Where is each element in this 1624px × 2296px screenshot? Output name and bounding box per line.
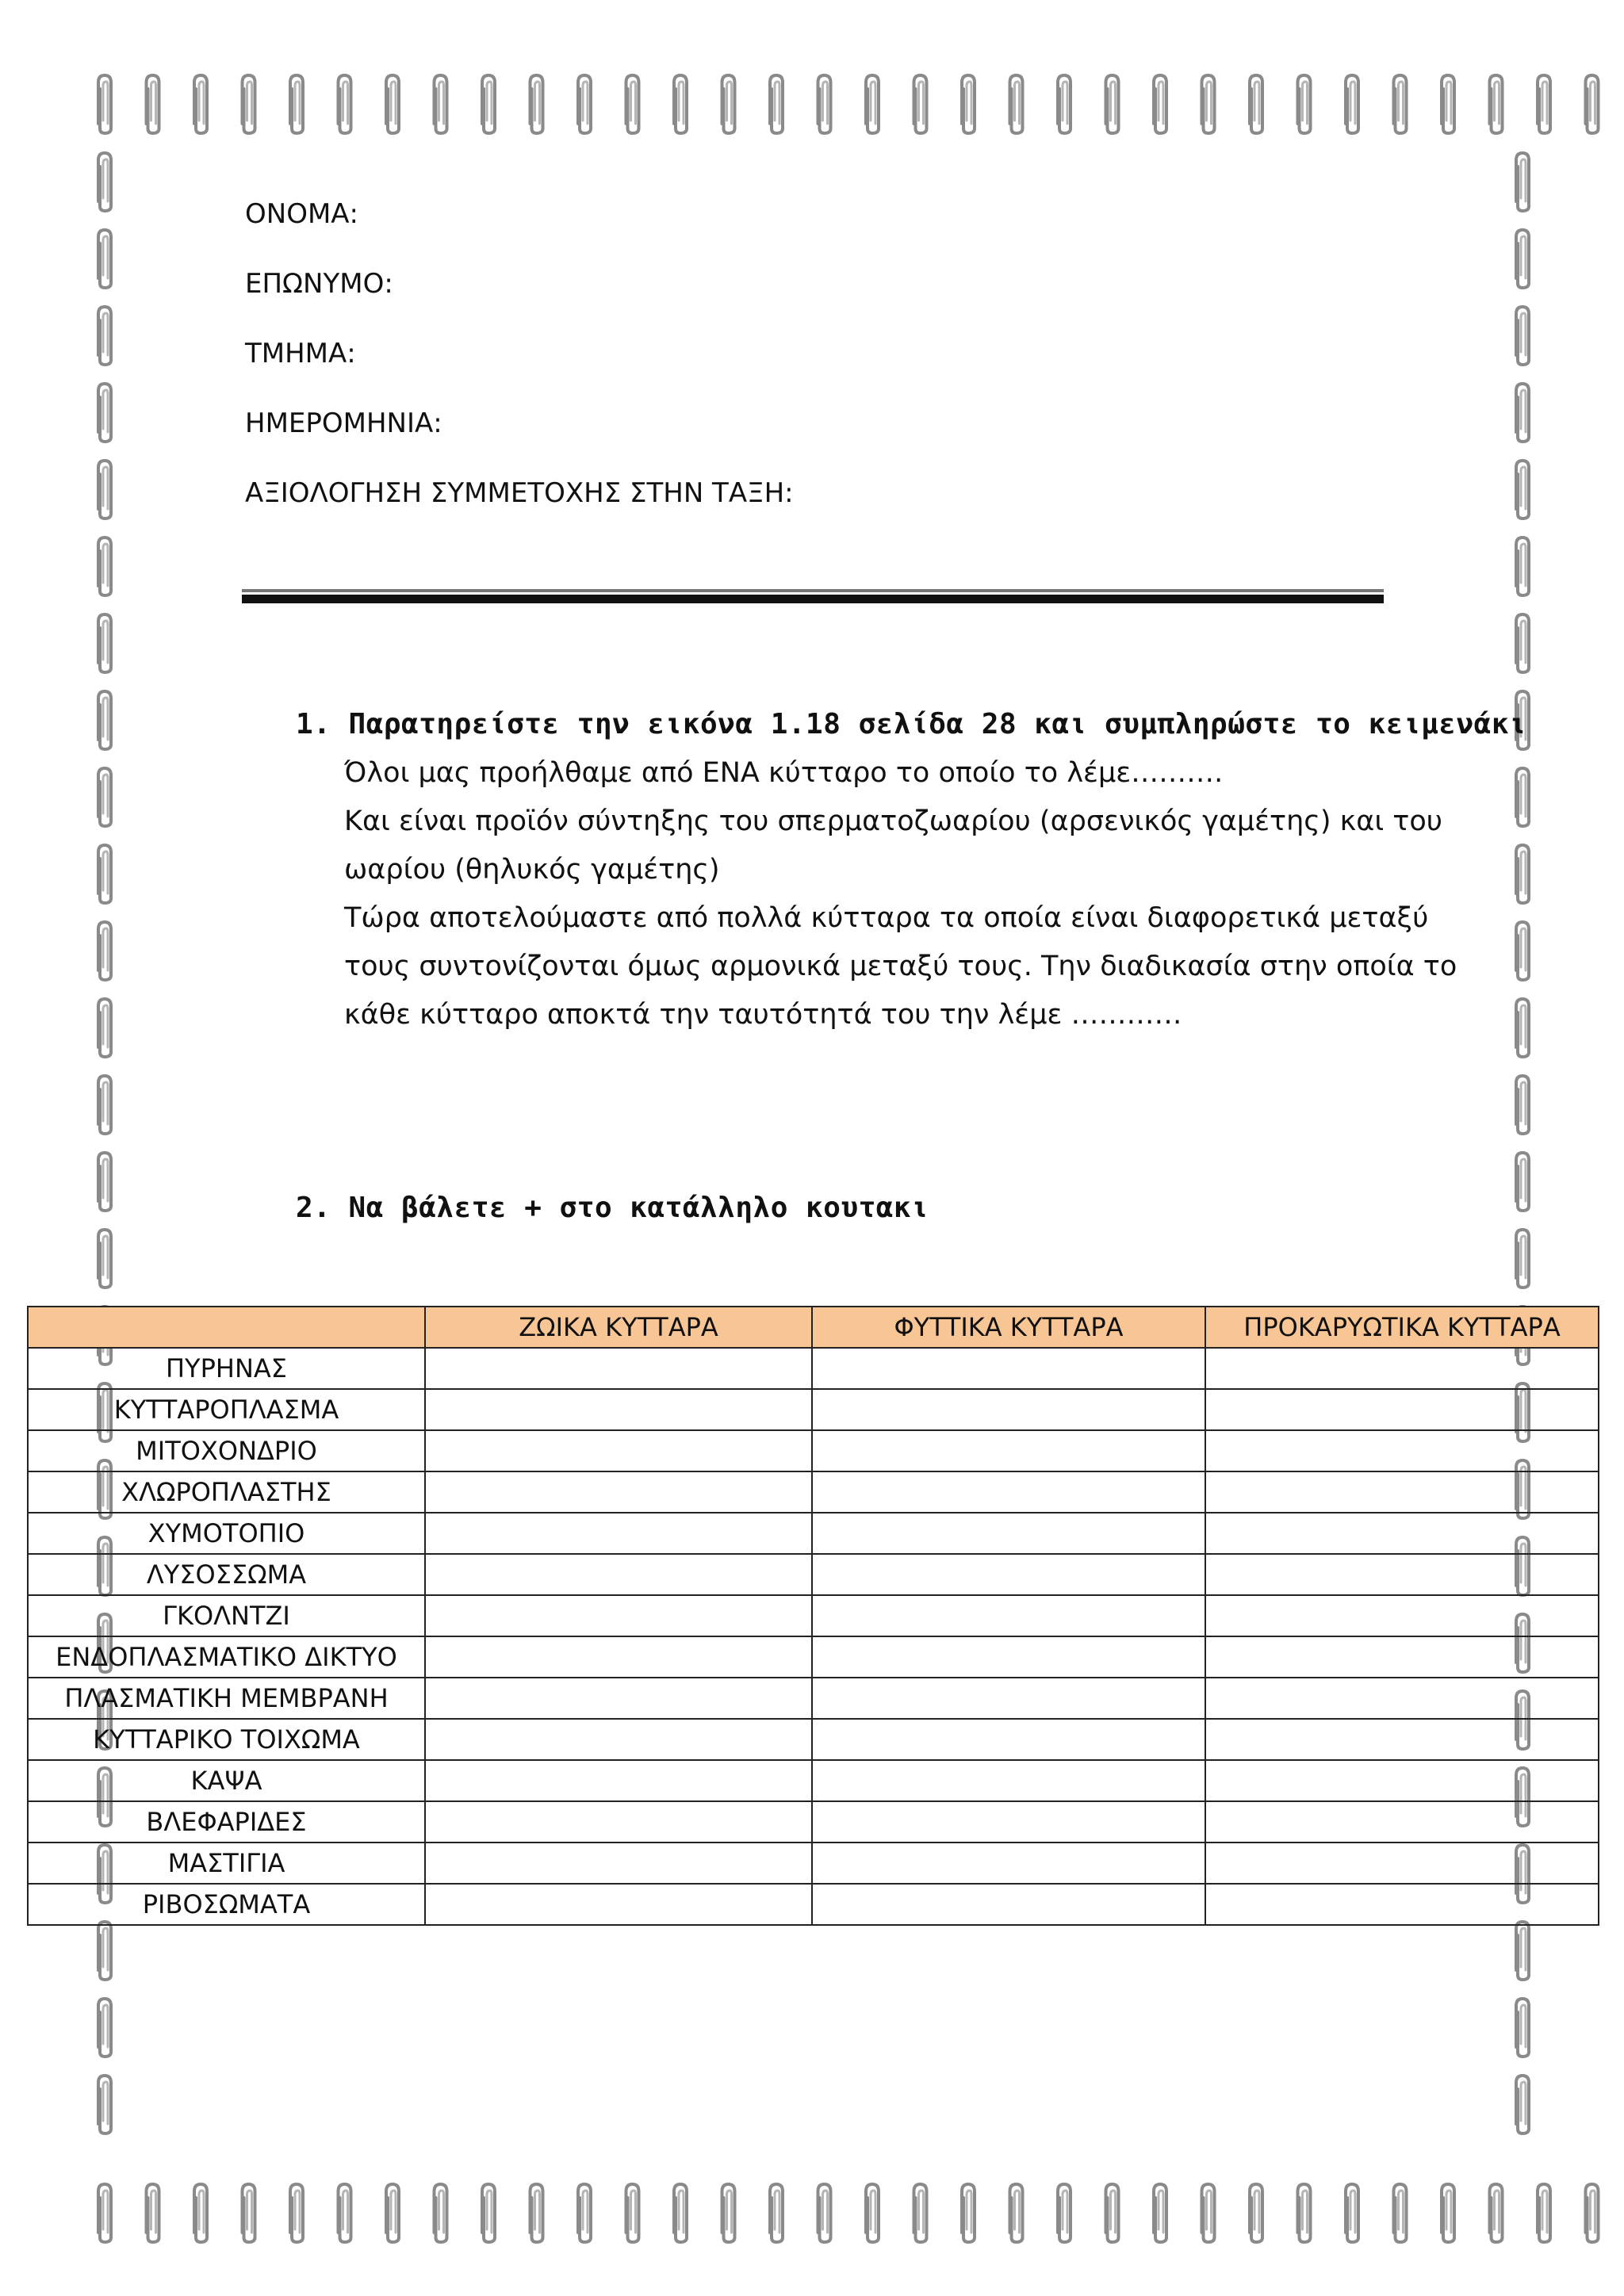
- paperclip-icon: [98, 922, 111, 980]
- checkbox-cell[interactable]: [425, 1678, 812, 1719]
- name-field-label: ΟΝΟΜΑ:: [245, 198, 359, 230]
- paperclip-icon: [914, 2184, 927, 2242]
- paperclip-icon: [482, 75, 495, 133]
- paperclip-icon: [1298, 75, 1311, 133]
- paperclip-icon: [962, 2184, 975, 2242]
- checkbox-cell[interactable]: [425, 1595, 812, 1636]
- paperclip-icon: [1202, 2184, 1215, 2242]
- paperclip-icon: [98, 1922, 111, 1980]
- row-label: ΜΙΤΟΧΟΝΔΡΙΟ: [28, 1430, 425, 1471]
- paperclip-icon: [435, 2184, 447, 2242]
- paperclip-icon: [1538, 75, 1550, 133]
- paperclip-icon: [1490, 2184, 1503, 2242]
- paperclip-icon: [194, 2184, 207, 2242]
- paperclip-icon: [530, 2184, 543, 2242]
- paperclip-icon: [1394, 2184, 1407, 2242]
- checkbox-cell[interactable]: [425, 1513, 812, 1554]
- paperclip-icon: [770, 75, 783, 133]
- question-1-line: τους συντονίζονται όμως αρμονικά μεταξύ τους. Την διαδικασία στην οποία το: [344, 951, 1457, 982]
- checkbox-cell[interactable]: [1205, 1595, 1599, 1636]
- paperclip-icon: [1516, 538, 1529, 595]
- checkbox-cell[interactable]: [1205, 1843, 1599, 1884]
- paperclip-icon: [98, 384, 111, 442]
- question-1-line: Όλοι μας προήλθαμε από ΕΝΑ κύτταρο το οποίο το λέμε……….: [344, 757, 1224, 789]
- paperclip-icon: [1298, 2184, 1311, 2242]
- paperclip-icon: [1202, 75, 1215, 133]
- checkbox-cell[interactable]: [425, 1471, 812, 1513]
- paperclip-icon: [1516, 230, 1529, 288]
- table-row: [28, 1801, 1599, 1843]
- paperclip-icon: [866, 75, 879, 133]
- paperclip-icon: [339, 75, 351, 133]
- paperclip-icon: [147, 75, 159, 133]
- paperclip-icon: [98, 691, 111, 749]
- paperclip-icon: [1106, 75, 1119, 133]
- paperclip-icon: [98, 999, 111, 1057]
- paperclip-icon: [1516, 2076, 1529, 2133]
- checkbox-cell[interactable]: [812, 1471, 1205, 1513]
- paperclip-icon: [866, 2184, 879, 2242]
- paperclip-icon: [1250, 75, 1262, 133]
- paperclip-icon: [1516, 999, 1529, 1057]
- row-label: ΚΥΤΤΑΡΙΚΟ ΤΟΙΧΩΜΑ: [28, 1719, 425, 1760]
- paperclip-icon: [98, 1153, 111, 1211]
- row-label: ΜΑΣΤΙΓΙΑ: [28, 1843, 425, 1884]
- paperclip-icon: [98, 307, 111, 365]
- paperclip-icon: [626, 2184, 639, 2242]
- row-label: ΧΛΩΡΟΠΛΑΣΤΗΣ: [28, 1471, 425, 1513]
- paperclip-icon: [1058, 2184, 1071, 2242]
- table-row: [28, 1554, 1599, 1595]
- row-label: ΚΥΤΤΑΡΟΠΛΑΣΜΑ: [28, 1389, 425, 1430]
- paperclip-icon: [1586, 75, 1599, 133]
- paperclip-icon: [674, 2184, 687, 2242]
- checkbox-cell[interactable]: [425, 1719, 812, 1760]
- question-1-line: Τώρα αποτελούμαστε από πολλά κύτταρα τα οποία είναι διαφορετικά μεταξύ: [344, 902, 1429, 934]
- table-row: [28, 1843, 1599, 1884]
- checkbox-cell[interactable]: [812, 1760, 1205, 1801]
- row-label: ΚΑΨΑ: [28, 1760, 425, 1801]
- section-divider: [242, 589, 1384, 603]
- paperclip-icon: [1516, 1999, 1529, 2057]
- row-label: ΧΥΜΟΤΟΠΙΟ: [28, 1513, 425, 1554]
- paperclip-icon: [243, 75, 255, 133]
- paperclip-icon: [290, 2184, 303, 2242]
- checkbox-cell[interactable]: [812, 1430, 1205, 1471]
- question-1-line: Και είναι προϊόν σύντηξης του σπερματοζωαρίου (αρσενικός γαμέτης) και του: [344, 806, 1443, 837]
- table-row: [28, 1348, 1599, 1389]
- participation-field-label: ΑΞΙΟΛΟΓΗΣΗ ΣΥΜΜΕΤΟΧΗΣ ΣΤΗΝ ΤΑΞΗ:: [245, 477, 794, 509]
- paperclip-icon: [98, 230, 111, 288]
- table-row: [28, 1595, 1599, 1636]
- checkbox-cell[interactable]: [425, 1636, 812, 1678]
- paperclip-icon: [1346, 2184, 1358, 2242]
- paperclip-icon: [98, 1230, 111, 1288]
- paperclip-icon: [674, 75, 687, 133]
- paperclip-icon: [962, 75, 975, 133]
- checkbox-cell[interactable]: [1205, 1760, 1599, 1801]
- paperclip-icon: [98, 2076, 111, 2133]
- checkbox-cell[interactable]: [1205, 1471, 1599, 1513]
- paperclip-icon: [98, 153, 111, 211]
- paperclip-icon: [98, 768, 111, 826]
- checkbox-cell[interactable]: [425, 1884, 812, 1925]
- paperclip-icon: [626, 75, 639, 133]
- paperclip-icon: [818, 75, 831, 133]
- paperclip-icon: [722, 2184, 735, 2242]
- paperclip-icon: [435, 75, 447, 133]
- table-row: [28, 1719, 1599, 1760]
- question-2-title: 2. Να βάλετε + στο κατάλληλο κουτακι: [296, 1192, 929, 1224]
- paperclip-icon: [1010, 2184, 1023, 2242]
- table-row: [28, 1760, 1599, 1801]
- paperclip-icon: [1586, 2184, 1599, 2242]
- checkbox-cell[interactable]: [812, 1678, 1205, 1719]
- paperclip-icon: [386, 75, 399, 133]
- row-label: ΒΛΕΦΑΡΙΔΕΣ: [28, 1801, 425, 1843]
- row-label: ΓΚΟΛΝΤΖΙ: [28, 1595, 425, 1636]
- table-row: [28, 1471, 1599, 1513]
- paperclip-icon: [194, 75, 207, 133]
- paperclip-icon: [98, 538, 111, 595]
- question-1-line: ωαρίου (θηλυκός γαμέτης): [344, 854, 720, 886]
- checkbox-cell[interactable]: [1205, 1430, 1599, 1471]
- class-field-label: ΤΜΗΜΑ:: [245, 338, 356, 369]
- paperclip-icon: [98, 2184, 111, 2242]
- table-header-row: [28, 1307, 1599, 1348]
- paperclip-icon: [98, 845, 111, 903]
- paperclip-icon: [1154, 2184, 1166, 2242]
- paperclip-icon: [1516, 845, 1529, 903]
- surname-field-label: ΕΠΩΝΥΜΟ:: [245, 268, 393, 300]
- table-row: [28, 1430, 1599, 1471]
- row-label: ΠΥΡΗΝΑΣ: [28, 1348, 425, 1389]
- checkbox-cell[interactable]: [425, 1348, 812, 1389]
- paperclip-icon: [1346, 75, 1358, 133]
- checkbox-cell[interactable]: [425, 1843, 812, 1884]
- paperclip-icon: [98, 1999, 111, 2057]
- paperclip-icon: [1516, 153, 1529, 211]
- paperclip-icon: [386, 2184, 399, 2242]
- checkbox-cell[interactable]: [1205, 1884, 1599, 1925]
- checkbox-cell[interactable]: [1205, 1389, 1599, 1430]
- checkbox-cell[interactable]: [812, 1801, 1205, 1843]
- paperclip-icon: [147, 2184, 159, 2242]
- paperclip-icon: [1538, 2184, 1550, 2242]
- paperclip-icon: [1516, 1922, 1529, 1980]
- paperclip-icon: [1516, 922, 1529, 980]
- paperclip-icon: [1490, 75, 1503, 133]
- paperclip-icon: [243, 2184, 255, 2242]
- checkbox-cell[interactable]: [1205, 1348, 1599, 1389]
- paperclip-icon: [530, 75, 543, 133]
- paperclip-icon: [1442, 2184, 1454, 2242]
- row-label: ΡΙΒΟΣΩΜΑΤΑ: [28, 1884, 425, 1925]
- cell-organelle-table: [27, 1306, 1599, 1926]
- paperclip-icon: [1058, 75, 1071, 133]
- checkbox-cell[interactable]: [1205, 1554, 1599, 1595]
- checkbox-cell[interactable]: [812, 1554, 1205, 1595]
- checkbox-cell[interactable]: [812, 1719, 1205, 1760]
- paperclip-icon: [1010, 75, 1023, 133]
- paperclip-icon: [1516, 307, 1529, 365]
- table-row: [28, 1678, 1599, 1719]
- checkbox-cell[interactable]: [812, 1636, 1205, 1678]
- paperclip-icon: [722, 75, 735, 133]
- paperclip-icon: [818, 2184, 831, 2242]
- paperclip-icon: [914, 75, 927, 133]
- checkbox-cell[interactable]: [1205, 1719, 1599, 1760]
- paperclip-icon: [98, 1076, 111, 1134]
- paperclip-icon: [578, 2184, 591, 2242]
- table-header-animal-cells: ΖΩΙΚΑ ΚΥΤΤΑΡΑ: [425, 1307, 812, 1348]
- table-row: [28, 1636, 1599, 1678]
- question-1-title: 1. Παρατηρείστε την εικόνα 1.18 σελίδα 28 και συμπληρώστε το κειμενάκι: [296, 708, 1527, 740]
- paperclip-icon: [1106, 2184, 1119, 2242]
- checkbox-cell[interactable]: [812, 1884, 1205, 1925]
- checkbox-cell[interactable]: [425, 1430, 812, 1471]
- paperclip-icon: [1516, 1230, 1529, 1288]
- checkbox-cell[interactable]: [812, 1513, 1205, 1554]
- checkbox-cell[interactable]: [812, 1595, 1205, 1636]
- paperclip-icon: [339, 2184, 351, 2242]
- row-label: ΕΝΔΟΠΛΑΣΜΑΤΙΚΟ ΔΙΚΤΥΟ: [28, 1636, 425, 1678]
- checkbox-cell[interactable]: [1205, 1513, 1599, 1554]
- checkbox-cell[interactable]: [812, 1348, 1205, 1389]
- paperclip-icon: [1516, 1153, 1529, 1211]
- date-field-label: ΗΜΕΡΟΜΗΝΙΑ:: [245, 408, 442, 439]
- table-header-empty: [28, 1307, 425, 1348]
- paperclip-icon: [1516, 461, 1529, 519]
- checkbox-cell[interactable]: [812, 1389, 1205, 1430]
- paperclip-icon: [1250, 2184, 1262, 2242]
- table-header-prokaryotic-cells: ΠΡΟΚΑΡΥΩΤΙΚΑ ΚΥΤΤΑΡΑ: [1205, 1307, 1599, 1348]
- checkbox-cell[interactable]: [425, 1760, 812, 1801]
- paperclip-icon: [1516, 384, 1529, 442]
- paperclip-icon: [770, 2184, 783, 2242]
- paperclip-icon: [290, 75, 303, 133]
- table-header-plant-cells: ΦΥΤΤΙΚΑ ΚΥΤΤΑΡΑ: [812, 1307, 1205, 1348]
- paperclip-icon: [98, 461, 111, 519]
- table-row: [28, 1884, 1599, 1925]
- paperclip-icon: [1154, 75, 1166, 133]
- paperclip-icon: [98, 75, 111, 133]
- question-1-line: κάθε κύτταρο αποκτά την ταυτότητά του την λέμε …………: [344, 999, 1182, 1031]
- checkbox-cell[interactable]: [1205, 1636, 1599, 1678]
- checkbox-cell[interactable]: [1205, 1678, 1599, 1719]
- paperclip-icon: [482, 2184, 495, 2242]
- row-label: ΛΥΣΟΣΣΩΜΑ: [28, 1554, 425, 1595]
- table-row: [28, 1389, 1599, 1430]
- checkbox-cell[interactable]: [812, 1843, 1205, 1884]
- table-row: [28, 1513, 1599, 1554]
- checkbox-cell[interactable]: [425, 1389, 812, 1430]
- checkbox-cell[interactable]: [425, 1554, 812, 1595]
- checkbox-cell[interactable]: [1205, 1801, 1599, 1843]
- paperclip-icon: [1516, 768, 1529, 826]
- paperclip-icon: [578, 75, 591, 133]
- paperclip-icon: [1394, 75, 1407, 133]
- checkbox-cell[interactable]: [425, 1801, 812, 1843]
- paperclip-icon: [1516, 1076, 1529, 1134]
- paperclip-icon: [1516, 614, 1529, 672]
- paperclip-icon: [1442, 75, 1454, 133]
- paperclip-icon: [98, 614, 111, 672]
- row-label: ΠΛΑΣΜΑΤΙΚΗ ΜΕΜΒΡΑΝΗ: [28, 1678, 425, 1719]
